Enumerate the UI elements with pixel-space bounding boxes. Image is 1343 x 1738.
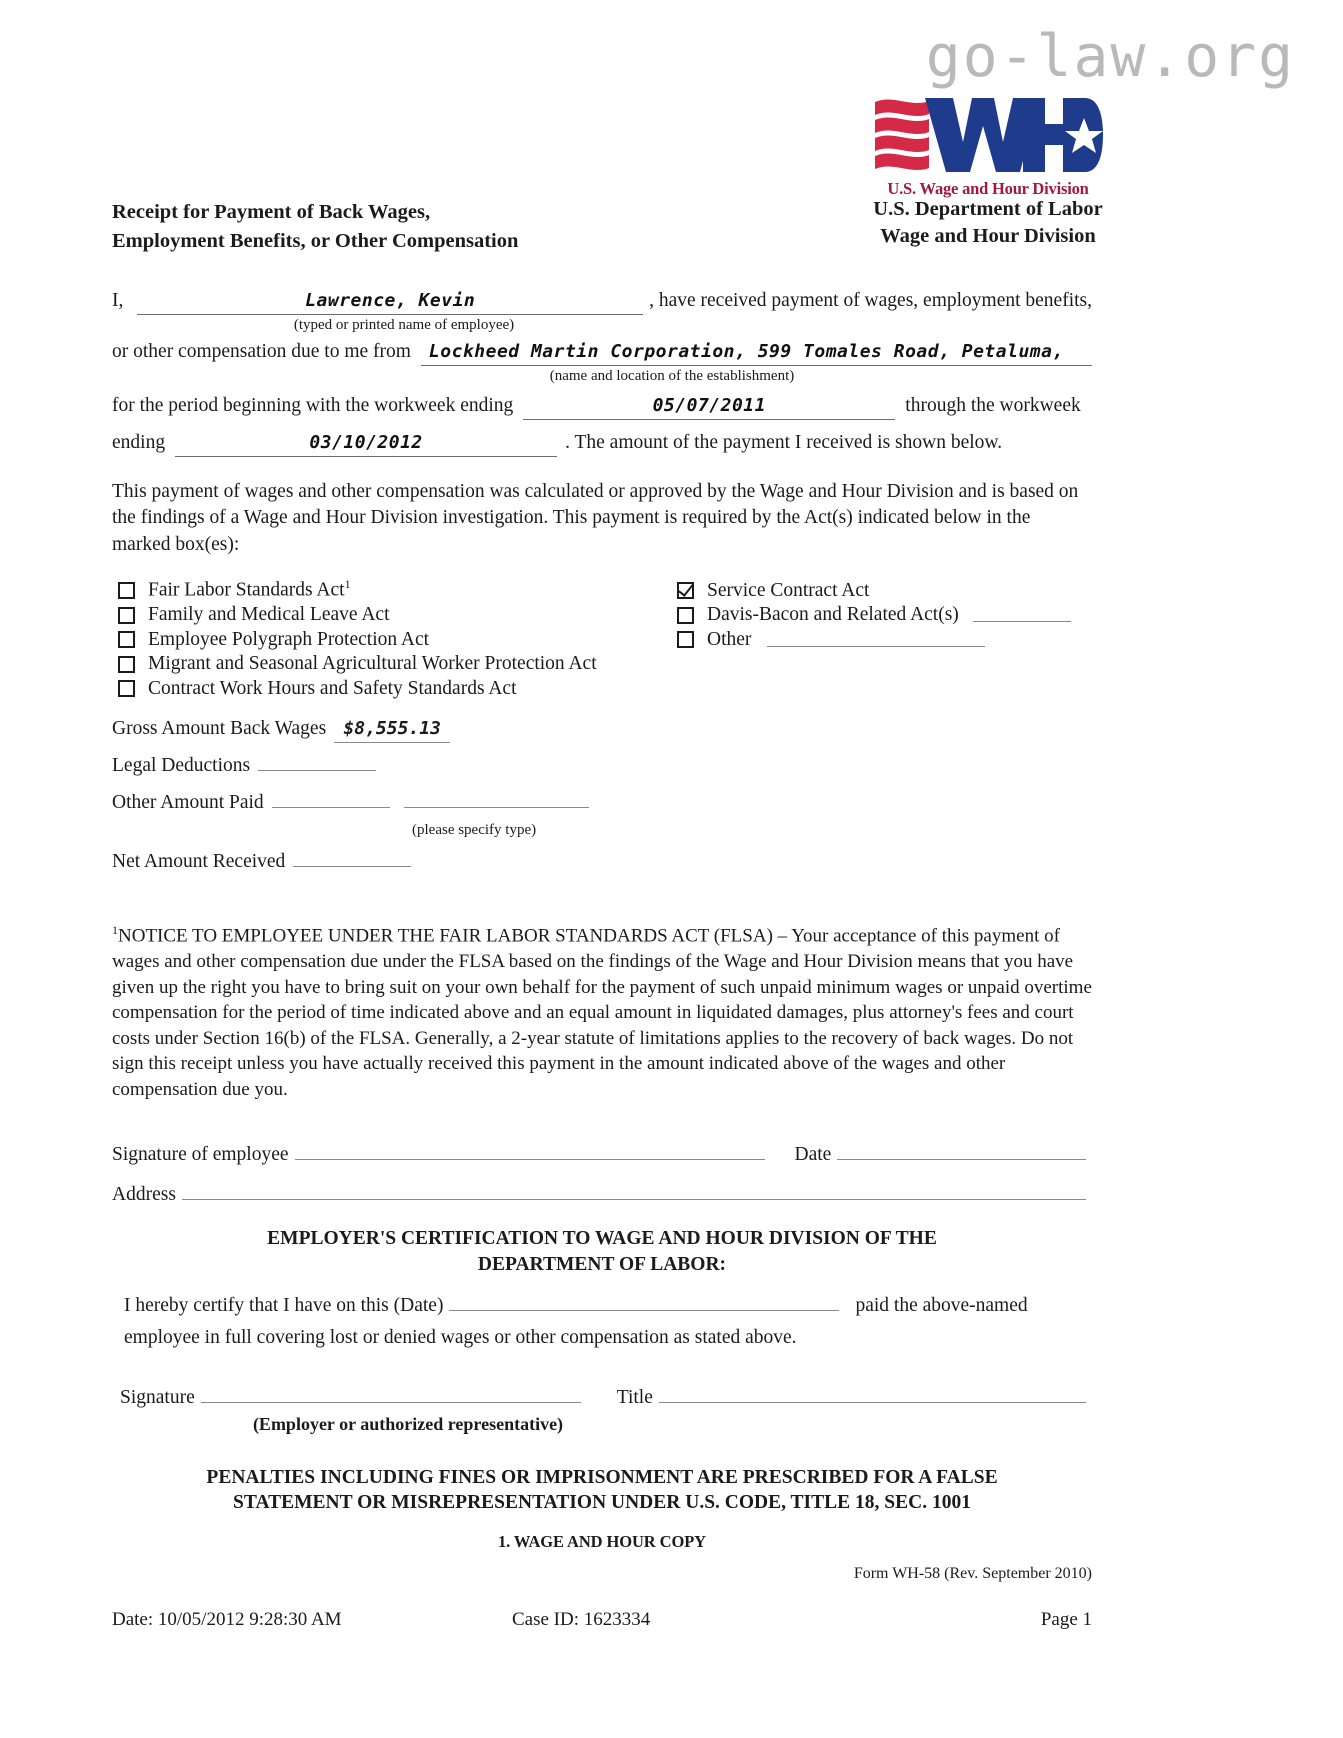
address-field[interactable] — [182, 1183, 1086, 1200]
whd-logo-icon — [838, 92, 1138, 178]
acts-checkbox-section — [112, 578, 1092, 700]
amount-shown-text: . The amount of the payment I received is shown below. — [565, 431, 1003, 453]
whd-logo-caption: U.S. Wage and Hour Division — [887, 179, 1089, 198]
checkbox-other-act[interactable] — [677, 631, 694, 648]
penalty-notice — [112, 1465, 1092, 1516]
checkbox-service-contract-act[interactable] — [677, 582, 694, 599]
gross-amount-row — [112, 716, 1092, 753]
employee-name-caption: (typed or printed name of employee) — [293, 316, 515, 333]
certify-prefix-text: I hereby certify that I have on this (Date) — [124, 1294, 444, 1316]
certification-date-field[interactable] — [449, 1294, 839, 1311]
legal-deductions-row — [112, 753, 1092, 790]
checkbox-flsa[interactable] — [118, 582, 135, 599]
amounts-section — [112, 716, 1092, 886]
act-row-mspa[interactable] — [118, 652, 597, 677]
employer-signature-label: Signature — [120, 1386, 195, 1408]
act-label-fmla: Family and Medical Leave Act — [148, 604, 390, 626]
act-row-polygraph[interactable] — [118, 627, 597, 652]
period-start-row — [112, 393, 1092, 420]
certify-suffix-text: paid the above-named — [855, 1294, 1028, 1316]
net-amount-field[interactable] — [293, 865, 411, 867]
i-label: I, — [112, 290, 124, 311]
employee-signature-block — [112, 1142, 1092, 1208]
checkbox-cwhssa[interactable] — [118, 680, 135, 697]
other-amount-type-field[interactable] — [404, 806, 589, 808]
watermark-go-law: go-law.org — [925, 22, 1295, 90]
act-label-polygraph: Employee Polygraph Protection Act — [148, 628, 430, 650]
net-amount-label: Net Amount Received — [112, 851, 286, 873]
form-title-line-1: Receipt for Payment of Back Wages, — [112, 201, 431, 223]
footer-page-number: Page 1 — [1040, 1608, 1092, 1630]
specify-type-caption: (please specify type) — [412, 822, 537, 839]
department-title — [838, 196, 1138, 250]
employer-signature-row — [112, 1385, 1092, 1411]
act-label-cwhssa: Contract Work Hours and Safety Standards Act — [148, 677, 517, 699]
employee-signature-field[interactable] — [295, 1143, 765, 1160]
from-label: or other compensation due to me from — [112, 341, 411, 363]
legal-deductions-label: Legal Deductions — [112, 755, 251, 777]
address-label: Address — [112, 1184, 176, 1206]
copy-designation: 1. WAGE AND HOUR COPY — [498, 1532, 706, 1552]
davis-bacon-fill-line[interactable] — [973, 608, 1071, 622]
certification-heading-line-2: DEPARTMENT OF LABOR: — [477, 1253, 727, 1275]
employee-signature-label: Signature of employee — [112, 1144, 289, 1166]
flsa-notice-paragraph — [112, 922, 1092, 1102]
form-title-line-2: Employment Benefits, or Other Compensation — [112, 230, 519, 253]
acts-left-column — [118, 578, 597, 701]
employer-title-label: Title — [616, 1386, 653, 1408]
employee-name-field[interactable]: Lawrence, Kevin — [137, 289, 643, 315]
period-begin-label: for the period beginning with the workweek ending — [112, 394, 514, 416]
certification-date-row — [112, 1293, 1092, 1319]
employer-representative-caption: (Employer or authorized representative) — [252, 1413, 564, 1434]
checkbox-fmla[interactable] — [118, 607, 135, 624]
acts-right-column — [677, 578, 1071, 652]
establishment-field[interactable]: Lockheed Martin Corporation, 599 Tomales Road, Petaluma, — [421, 340, 1092, 366]
certification-line-2: employee in full covering lost or denied wages or other compensation as stated above. — [124, 1326, 797, 1348]
period-end-row — [112, 430, 1092, 457]
penalty-line-1: PENALTIES INCLUDING FINES OR IMPRISONMENT ARE PRESCRIBED FOR A FALSE — [206, 1466, 998, 1488]
other-amount-field[interactable] — [272, 806, 390, 808]
employee-name-row — [112, 288, 1092, 315]
ending-label: ending — [112, 431, 166, 453]
other-act-fill-line[interactable] — [767, 633, 985, 647]
certification-body — [112, 1293, 1092, 1351]
whd-logo-block — [838, 92, 1138, 199]
establishment-caption: (name and location of the establishment) — [549, 368, 795, 385]
act-row-fmla[interactable] — [118, 603, 597, 628]
department-line-2: Wage and Hour Division — [880, 225, 1096, 248]
act-row-service-contract[interactable] — [677, 578, 1071, 603]
gross-amount-field[interactable]: $8,555.13 — [334, 717, 450, 743]
footer-case-id: Case ID: 1623334 — [512, 1608, 651, 1630]
signature-date-field[interactable] — [837, 1143, 1086, 1160]
form-title — [112, 198, 672, 256]
period-start-field[interactable]: 05/07/2011 — [523, 394, 895, 420]
calculation-paragraph: This payment of wages and other compensation was calculated or approved by the Wage and Hour Division and is based on the findings of a Wage and Hour Division investigation. This payment is required by the Act(s) indicated below in the marked box(es): — [112, 480, 1079, 555]
penalty-line-2: STATEMENT OR MISREPRESENTATION UNDER U.S. CODE, TITLE 18, SEC. 1001 — [233, 1491, 971, 1513]
act-label-service-contract: Service Contract Act — [707, 579, 870, 601]
form-body — [112, 288, 1092, 1632]
footer-date: Date: 10/05/2012 9:28:30 AM — [112, 1608, 342, 1630]
other-amount-label: Other Amount Paid — [112, 792, 264, 814]
through-workweek-label: through the workweek — [905, 394, 1081, 416]
employer-title-field[interactable] — [659, 1386, 1086, 1403]
address-row — [112, 1182, 1092, 1208]
department-line-1: U.S. Department of Labor — [873, 198, 1103, 220]
act-label-davis-bacon: Davis-Bacon and Related Act(s) — [707, 604, 959, 626]
act-row-other[interactable] — [677, 627, 1071, 652]
notice-text: NOTICE TO EMPLOYEE UNDER THE FAIR LABOR STANDARDS ACT (FLSA) – Your acceptance of this payment of wages and other compensation due under the FLSA based on the findings of the Wage and Hour Division means that you have given up the right you have to bring suit on your own behalf for the payment of such unpaid minimum wages or unpaid overtime compensation for the period of time indicated above and an equal amount in liquidated damages, plus attorney's fees and court costs under Section 16(b) of the FLSA. Generally, a 2-year statute of limitations applies to the recovery of back wages. Do not sign this receipt unless you have actually received this payment in the amount indicated above of the wages and other compensation due you. — [112, 925, 1092, 1100]
act-row-cwhssa[interactable] — [118, 676, 597, 701]
checkbox-polygraph[interactable] — [118, 631, 135, 648]
certification-heading — [112, 1226, 1092, 1277]
notice-superscript: 1 — [112, 923, 118, 938]
legal-deductions-field[interactable] — [258, 769, 376, 771]
checkbox-davis-bacon[interactable] — [677, 607, 694, 624]
act-label-flsa: Fair Labor Standards Act$^1$ — [148, 577, 351, 601]
form-revision: Form WH-58 (Rev. September 2010) — [853, 1565, 1092, 1583]
establishment-row — [112, 339, 1092, 366]
act-row-davis-bacon[interactable] — [677, 603, 1071, 628]
act-label-other: Other — [707, 628, 752, 650]
act-row-flsa[interactable] — [118, 578, 597, 603]
after-name-text: , have received payment of wages, employment benefits, — [649, 290, 1092, 311]
signature-date-label: Date — [794, 1144, 832, 1166]
page-footer — [112, 1607, 1092, 1632]
certification-heading-line-1: EMPLOYER'S CERTIFICATION TO WAGE AND HOUR DIVISION OF THE — [267, 1228, 937, 1250]
employer-signature-field[interactable] — [201, 1386, 581, 1403]
act-label-mspa: Migrant and Seasonal Agricultural Worker Protection Act — [148, 653, 597, 675]
checkbox-mspa[interactable] — [118, 656, 135, 673]
net-amount-row — [112, 849, 1092, 886]
gross-amount-label: Gross Amount Back Wages — [112, 718, 327, 740]
period-end-field[interactable]: 03/10/2012 — [175, 431, 557, 457]
employee-signature-row — [112, 1142, 1092, 1168]
